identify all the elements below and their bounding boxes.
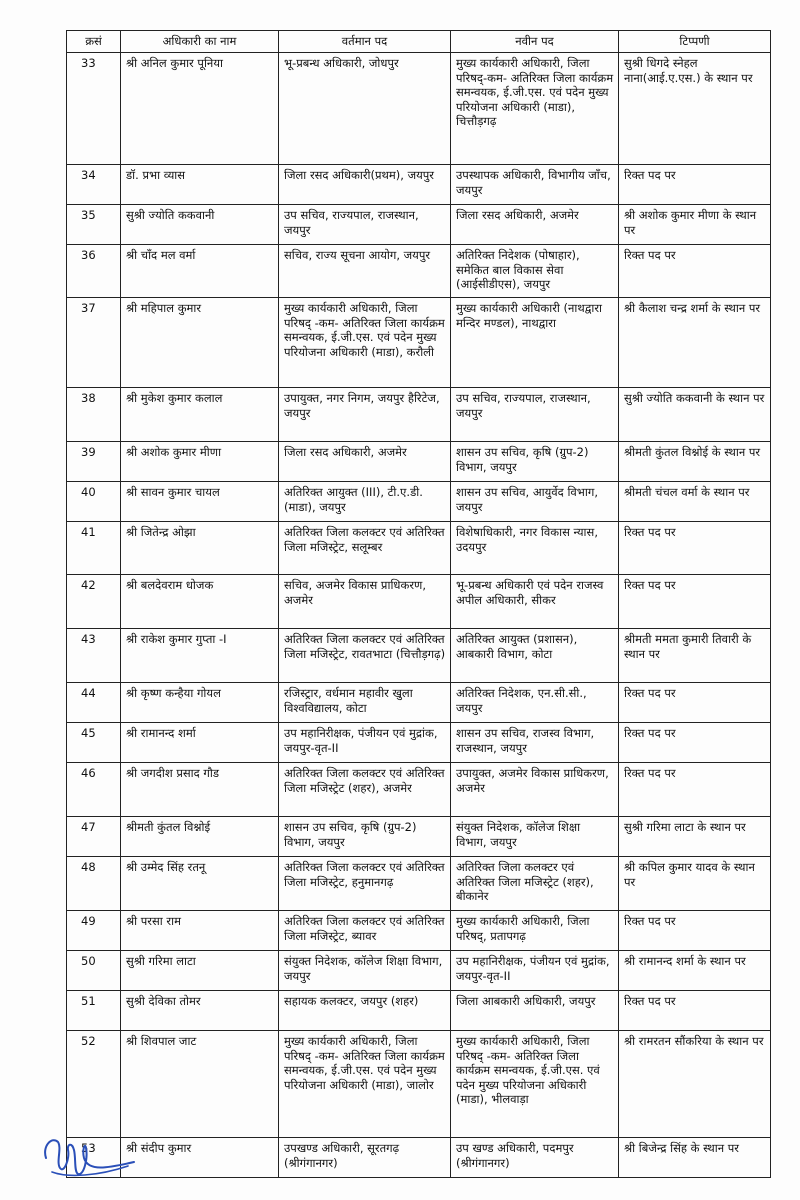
table-row — [67, 723, 771, 763]
table-row — [67, 165, 771, 205]
officer-name-cell: सुश्री ज्योति ककवानी — [121, 205, 279, 245]
serial-number-cell: 53 — [67, 1138, 121, 1178]
table-row — [67, 991, 771, 1031]
table-body — [67, 53, 771, 1178]
new-post-cell: शासन उप सचिव, कृषि (ग्रुप-2) विभाग, जयपुर — [451, 442, 619, 482]
new-post-cell: उपायुक्त, अजमेर विकास प्राधिकरण, अजमेर — [451, 763, 619, 817]
current-post-cell: अतिरिक्त जिला कलक्टर एवं अतिरिक्त जिला मजिस्ट्रेट, ब्यावर — [279, 911, 451, 951]
remarks-cell: रिक्त पद पर — [619, 575, 771, 629]
new-post-cell: जिला आबकारी अधिकारी, जयपुर — [451, 991, 619, 1031]
table-row — [67, 245, 771, 298]
current-post-cell: सहायक कलक्टर, जयपुर (शहर) — [279, 991, 451, 1031]
table-row — [67, 388, 771, 442]
current-post-cell: अतिरिक्त जिला कलक्टर एवं अतिरिक्त जिला मजिस्ट्रेट, रावतभाटा (चित्तौड़गढ़) — [279, 629, 451, 683]
table-row — [67, 683, 771, 723]
serial-number-cell: 46 — [67, 763, 121, 817]
new-post-cell: भू-प्रबन्ध अधिकारी एवं पदेन राजस्व अपील अधिकारी, सीकर — [451, 575, 619, 629]
officer-name-cell: श्री कृष्ण कन्हैया गोयल — [121, 683, 279, 723]
current-post-cell: अतिरिक्त जिला कलक्टर एवं अतिरिक्त जिला मजिस्ट्रेट (शहर), अजमेर — [279, 763, 451, 817]
new-post-cell: जिला रसद अधिकारी, अजमेर — [451, 205, 619, 245]
header-remarks: टिप्पणी — [619, 31, 771, 53]
remarks-cell: श्री बिजेन्द्र सिंह के स्थान पर — [619, 1138, 771, 1178]
officer-name-cell: श्री जगदीश प्रसाद गौड — [121, 763, 279, 817]
officer-name-cell: श्रीमती कुंतल विश्नोई — [121, 817, 279, 857]
new-post-cell: उप सचिव, राज्यपाल, राजस्थान, जयपुर — [451, 388, 619, 442]
remarks-cell: श्री रामरतन सौंकरिया के स्थान पर — [619, 1031, 771, 1138]
current-post-cell: संयुक्त निदेशक, कॉलेज शिक्षा विभाग, जयपुर — [279, 951, 451, 991]
serial-number-cell: 42 — [67, 575, 121, 629]
remarks-cell: रिक्त पद पर — [619, 683, 771, 723]
table-row — [67, 817, 771, 857]
table-row — [67, 442, 771, 482]
new-post-cell: अतिरिक्त निदेशक, एन.सी.सी., जयपुर — [451, 683, 619, 723]
current-post-cell: उप सचिव, राज्यपाल, राजस्थान, जयपुर — [279, 205, 451, 245]
remarks-cell: श्री कैलाश चन्द्र शर्मा के स्थान पर — [619, 298, 771, 388]
serial-number-cell: 50 — [67, 951, 121, 991]
officer-name-cell: श्री उम्मेद सिंह रतनू — [121, 857, 279, 911]
remarks-cell: श्री रामानन्द शर्मा के स्थान पर — [619, 951, 771, 991]
new-post-cell: शासन उप सचिव, आयुर्वेद विभाग, जयपुर — [451, 482, 619, 522]
remarks-cell: रिक्त पद पर — [619, 723, 771, 763]
current-post-cell: सचिव, अजमेर विकास प्राधिकरण, अजमेर — [279, 575, 451, 629]
serial-number-cell: 47 — [67, 817, 121, 857]
serial-number-cell: 37 — [67, 298, 121, 388]
officer-name-cell: श्री परसा राम — [121, 911, 279, 951]
table-row — [67, 1031, 771, 1138]
officer-name-cell: श्री शिवपाल जाट — [121, 1031, 279, 1138]
current-post-cell: रजिस्ट्रार, वर्धमान महावीर खुला विश्वविद्यालय, कोटा — [279, 683, 451, 723]
table-row — [67, 1138, 771, 1178]
serial-number-cell: 41 — [67, 522, 121, 575]
remarks-cell: रिक्त पद पर — [619, 763, 771, 817]
new-post-cell: मुख्य कार्यकारी अधिकारी, जिला परिषद् -कम- अतिरिक्त जिला कार्यक्रम समन्वयक, ई.जी.एस. एवं पदेन मुख्य परियोजना अधिकारी (माडा), भीलवाड़ा — [451, 1031, 619, 1138]
table-row — [67, 911, 771, 951]
remarks-cell: रिक्त पद पर — [619, 522, 771, 575]
serial-number-cell: 33 — [67, 53, 121, 165]
table-row — [67, 522, 771, 575]
current-post-cell: उपखण्ड अधिकारी, सूरतगढ़ (श्रीगंगानगर) — [279, 1138, 451, 1178]
header-officer-name: अधिकारी का नाम — [121, 31, 279, 53]
new-post-cell: अतिरिक्त निदेशक (पोषाहार), समेकित बाल विकास सेवा (आईसीडीएस), जयपुर — [451, 245, 619, 298]
officer-name-cell: श्री राकेश कुमार गुप्ता -I — [121, 629, 279, 683]
header-serial-number: क्रसं — [67, 31, 121, 53]
table-row — [67, 205, 771, 245]
officer-name-cell: श्री सावन कुमार चायल — [121, 482, 279, 522]
remarks-cell: रिक्त पद पर — [619, 165, 771, 205]
serial-number-cell: 43 — [67, 629, 121, 683]
serial-number-cell: 38 — [67, 388, 121, 442]
remarks-cell: सुश्री गरिमा लाटा के स्थान पर — [619, 817, 771, 857]
header-current-post: वर्तमान पद — [279, 31, 451, 53]
serial-number-cell: 35 — [67, 205, 121, 245]
officer-name-cell: डॉ. प्रभा व्यास — [121, 165, 279, 205]
officer-name-cell: श्री अनिल कुमार पूनिया — [121, 53, 279, 165]
current-post-cell: जिला रसद अधिकारी(प्रथम), जयपुर — [279, 165, 451, 205]
current-post-cell: सचिव, राज्य सूचना आयोग, जयपुर — [279, 245, 451, 298]
new-post-cell: अतिरिक्त आयुक्त (प्रशासन), आबकारी विभाग, कोटा — [451, 629, 619, 683]
new-post-cell: मुख्य कार्यकारी अधिकारी, जिला परिषद्, प्रतापगढ़ — [451, 911, 619, 951]
remarks-cell: श्रीमती चंचल वर्मा के स्थान पर — [619, 482, 771, 522]
remarks-cell: रिक्त पद पर — [619, 911, 771, 951]
transfer-table — [66, 30, 771, 1178]
current-post-cell: अतिरिक्त आयुक्त (III), टी.ए.डी. (माडा), जयपुर — [279, 482, 451, 522]
serial-number-cell: 39 — [67, 442, 121, 482]
remarks-cell: श्री कपिल कुमार यादव के स्थान पर — [619, 857, 771, 911]
new-post-cell: अतिरिक्त जिला कलक्टर एवं अतिरिक्त जिला मजिस्ट्रेट (शहर), बीकानेर — [451, 857, 619, 911]
remarks-cell: श्री अशोक कुमार मीणा के स्थान पर — [619, 205, 771, 245]
new-post-cell: विशेषाधिकारी, नगर विकास न्यास, उदयपुर — [451, 522, 619, 575]
current-post-cell: अतिरिक्त जिला कलक्टर एवं अतिरिक्त जिला मजिस्ट्रेट, सलूम्बर — [279, 522, 451, 575]
officer-name-cell: श्री जितेन्द्र ओझा — [121, 522, 279, 575]
current-post-cell: भू-प्रबन्ध अधिकारी, जोधपुर — [279, 53, 451, 165]
table-row — [67, 763, 771, 817]
serial-number-cell: 48 — [67, 857, 121, 911]
officer-name-cell: सुश्री गरिमा लाटा — [121, 951, 279, 991]
current-post-cell: शासन उप सचिव, कृषि (ग्रुप-2) विभाग, जयपुर — [279, 817, 451, 857]
table-header-row — [67, 31, 771, 53]
new-post-cell: उप खण्ड अधिकारी, पदमपुर (श्रीगंगानगर) — [451, 1138, 619, 1178]
remarks-cell: श्रीमती ममता कुमारी तिवारी के स्थान पर — [619, 629, 771, 683]
header-new-post: नवीन पद — [451, 31, 619, 53]
serial-number-cell: 51 — [67, 991, 121, 1031]
officer-name-cell: सुश्री देविका तोमर — [121, 991, 279, 1031]
serial-number-cell: 40 — [67, 482, 121, 522]
new-post-cell: संयुक्त निदेशक, कॉलेज शिक्षा विभाग, जयपुर — [451, 817, 619, 857]
table-row — [67, 53, 771, 165]
serial-number-cell: 34 — [67, 165, 121, 205]
officer-name-cell: श्री अशोक कुमार मीणा — [121, 442, 279, 482]
current-post-cell: मुख्य कार्यकारी अधिकारी, जिला परिषद् -कम- अतिरिक्त जिला कार्यक्रम समन्वयक, ई.जी.एस. एवं पदेन मुख्य परियोजना अधिकारी (माडा), करौली — [279, 298, 451, 388]
table-row — [67, 857, 771, 911]
remarks-cell: सुश्री धिगदे स्नेहल नाना(आई.ए.एस.) के स्थान पर — [619, 53, 771, 165]
new-post-cell: मुख्य कार्यकारी अधिकारी (नाथद्वारा मन्दिर मण्डल), नाथद्वारा — [451, 298, 619, 388]
table-row — [67, 482, 771, 522]
table-row — [67, 629, 771, 683]
table-row — [67, 575, 771, 629]
new-post-cell: शासन उप सचिव, राजस्व विभाग, राजस्थान, जयपुर — [451, 723, 619, 763]
officer-name-cell: श्री संदीप कुमार — [121, 1138, 279, 1178]
serial-number-cell: 44 — [67, 683, 121, 723]
new-post-cell: उपस्थापक अधिकारी, विभागीय जाँच, जयपुर — [451, 165, 619, 205]
new-post-cell: उप महानिरीक्षक, पंजीयन एवं मुद्रांक, जयपुर-वृत-II — [451, 951, 619, 991]
remarks-cell: रिक्त पद पर — [619, 245, 771, 298]
remarks-cell: रिक्त पद पर — [619, 991, 771, 1031]
officer-name-cell: श्री महिपाल कुमार — [121, 298, 279, 388]
officer-name-cell: श्री रामानन्द शर्मा — [121, 723, 279, 763]
table-row — [67, 298, 771, 388]
table-row — [67, 951, 771, 991]
serial-number-cell: 52 — [67, 1031, 121, 1138]
serial-number-cell: 49 — [67, 911, 121, 951]
serial-number-cell: 36 — [67, 245, 121, 298]
remarks-cell: श्रीमती कुंतल विश्नोई के स्थान पर — [619, 442, 771, 482]
current-post-cell: उपायुक्त, नगर निगम, जयपुर हैरिटेज, जयपुर — [279, 388, 451, 442]
officer-name-cell: श्री बलदेवराम धोजक — [121, 575, 279, 629]
serial-number-cell: 45 — [67, 723, 121, 763]
current-post-cell: अतिरिक्त जिला कलक्टर एवं अतिरिक्त जिला मजिस्ट्रेट, हनुमानगढ़ — [279, 857, 451, 911]
current-post-cell: उप महानिरीक्षक, पंजीयन एवं मुद्रांक, जयपुर-वृत-II — [279, 723, 451, 763]
signature-icon — [38, 1128, 138, 1188]
new-post-cell: मुख्य कार्यकारी अधिकारी, जिला परिषद्-कम- अतिरिक्त जिला कार्यक्रम समन्वयक, ई.जी.एस. एवं पदेन मुख्य परियोजना अधिकारी (माडा), चित्तौड़गढ़ — [451, 53, 619, 165]
officer-name-cell: श्री चाँद मल वर्मा — [121, 245, 279, 298]
current-post-cell: मुख्य कार्यकारी अधिकारी, जिला परिषद् -कम- अतिरिक्त जिला कार्यक्रम समन्वयक, ई.जी.एस. एवं पदेन मुख्य परियोजना अधिकारी (माडा), जालोर — [279, 1031, 451, 1138]
remarks-cell: सुश्री ज्योति ककवानी के स्थान पर — [619, 388, 771, 442]
officer-name-cell: श्री मुकेश कुमार कलाल — [121, 388, 279, 442]
current-post-cell: जिला रसद अधिकारी, अजमेर — [279, 442, 451, 482]
